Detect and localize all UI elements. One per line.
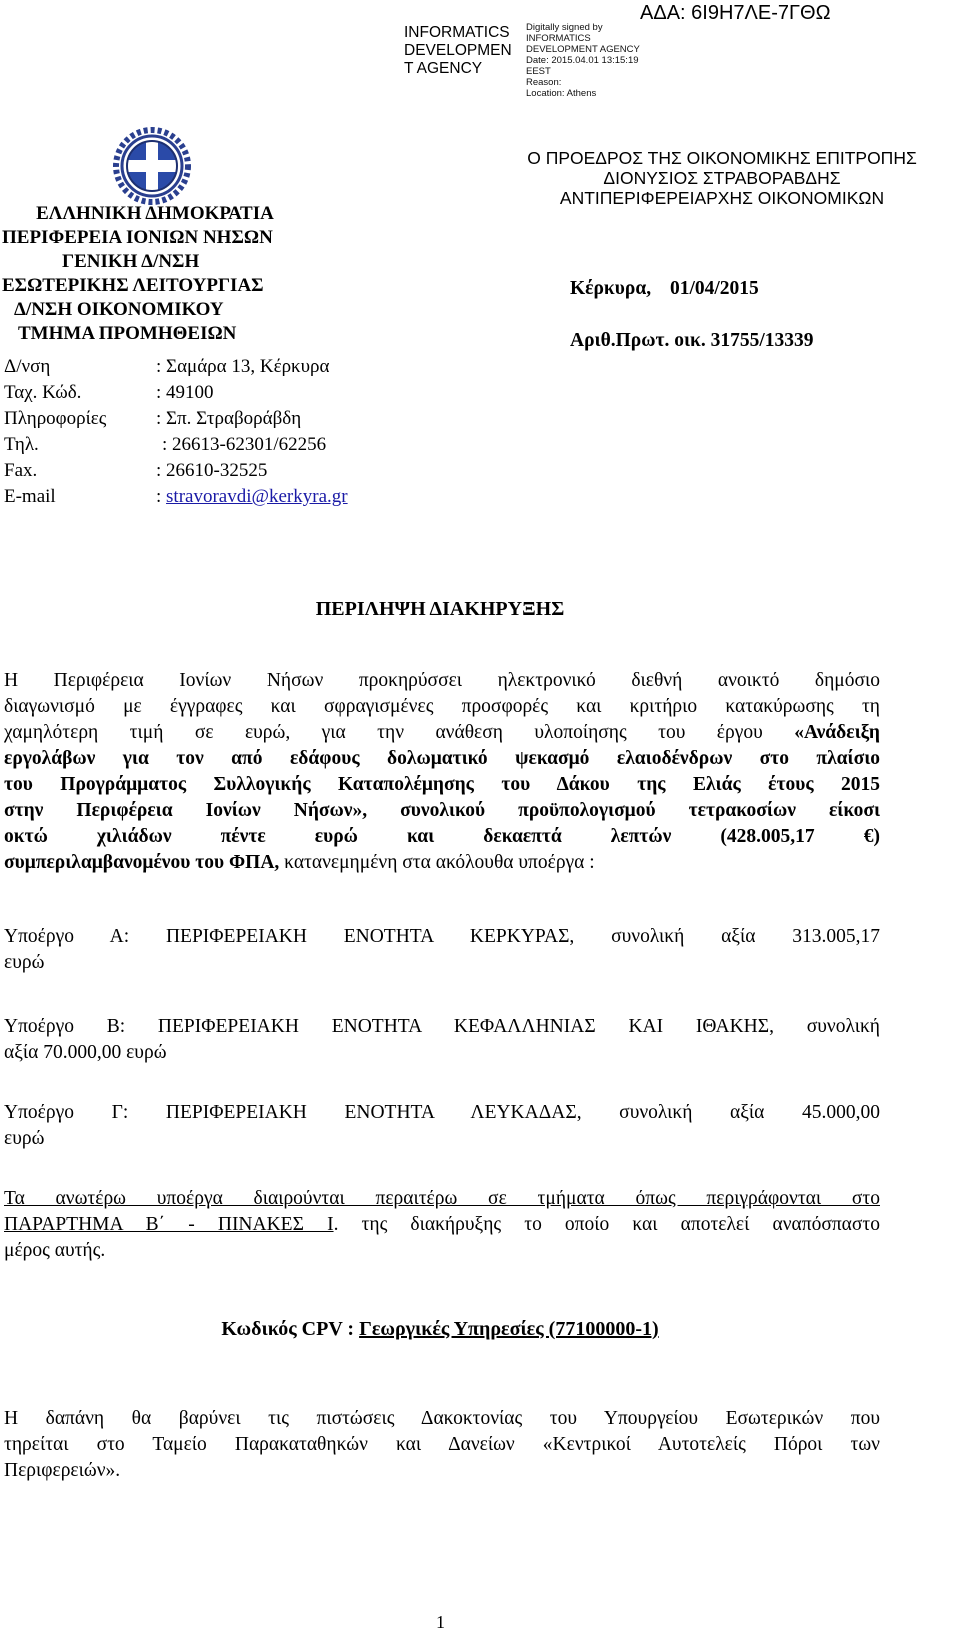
text-line: Υποέργο Β: ΠΕΡΙΦΕΡΕΙΑΚΗ ΕΝΟΤΗΤΑ ΚΕΦΑΛΛΗΝΙΑΣ ΚΑΙ ΙΘΑΚΗΣ, συνολική xyxy=(4,1016,880,1037)
president-role: ΑΝΤΙΠΕΡΙΦΕΡΕΙΑΡΧΗΣ ΟΙΚΟΝΟΜΙΚΩΝ xyxy=(559,188,885,208)
contact-email xyxy=(4,484,348,510)
tel-label: Τηλ. xyxy=(4,434,39,455)
text-line: ευρώ xyxy=(4,1128,45,1149)
email-prefix: : xyxy=(156,486,167,507)
text-line: του Προγράμματος Συλλογικής Καταπολέμησης του Δάκου της Ελιάς έτους 2015 xyxy=(4,774,880,795)
text-bold: συμπεριλαμβανομένου του ΦΠΑ, xyxy=(4,852,280,873)
signature-detail-line: EEST xyxy=(526,66,551,77)
president-title: Ο ΠΡΟΕΔΡΟΣ ΤΗΣ ΟΙΚΟΝΟΜΙΚΗΣ ΕΠΙΤΡΟΠΗΣ xyxy=(527,148,917,168)
header-line: Δ/ΝΣΗ ΟΙΚΟΝΟΜΙΚΟΥ xyxy=(14,299,224,320)
signature-detail-line: Location: Athens xyxy=(526,88,597,99)
tel-value: : 26613-62301/62256 xyxy=(162,434,327,455)
text-line: αξία 70.000,00 ευρώ xyxy=(4,1042,167,1063)
text-line: μέρος αυτής. xyxy=(4,1240,106,1261)
signature-detail-line: Date: 2015.04.01 13:15:19 xyxy=(526,55,639,66)
info-value: : Σπ. Στραβοράβδη xyxy=(156,408,302,429)
signature-detail-line: Reason: xyxy=(526,77,562,88)
signature-detail-line: INFORMATICS xyxy=(526,33,591,44)
intro-paragraph xyxy=(4,668,880,876)
text-line: Η Περιφέρεια Ιονίων Νήσων προκηρύσσει ηλεκτρονικό διεθνή ανοικτό δημόσιο xyxy=(4,670,880,691)
text-normal: . της διακήρυξης το οποίο και αποτελεί αναπόσπαστο xyxy=(333,1214,880,1235)
text-line xyxy=(4,720,880,746)
address-label: Δ/νση xyxy=(4,356,51,377)
header-line: ΕΛΛΗΝΙΚΗ ΔΗΜΟΚΡΑΤΙΑ xyxy=(36,203,274,224)
annex-ref-text: ΠΑΡΑΡΤΗΜΑ Β΄ - ΠΙΝΑΚΕΣ Ι xyxy=(4,1214,334,1235)
contact-address xyxy=(4,354,348,380)
page-number: 1 xyxy=(436,1612,445,1632)
text-line: Περιφερειών». xyxy=(4,1460,121,1481)
ada-code: ΑΔΑ: 6Ι9Η7ΛΕ-7ΓΘΩ xyxy=(640,2,831,24)
text-line: τηρείται στο Ταμείο Παρακαταθηκών και Δανείων «Κεντρικοί Αυτοτελείς Πόροι των xyxy=(4,1434,880,1455)
president-name: ΔΙΟΝΥΣΙΟΣ ΣΤΡΑΒΟΡΑΒΔΗΣ xyxy=(603,168,841,188)
annex-paragraph xyxy=(4,1186,880,1264)
protocol-number: Αριθ.Πρωτ. οικ. 31755/13339 xyxy=(570,330,814,351)
text-line: εργολάβων για τον από εδάφους δολωματικό ψεκασμό ελαιοδένδρων στο πλαίσιο xyxy=(4,748,880,769)
cpv-value: Γεωργικές Υπηρεσίες (77100000-1) xyxy=(359,1318,659,1340)
contact-info xyxy=(4,406,348,432)
text-line: Υποέργο Α: ΠΕΡΙΦΕΡΕΙΑΚΗ ΕΝΟΤΗΤΑ ΚΕΡΚΥΡΑΣ, συνολική αξία 313.005,17 xyxy=(4,926,880,947)
header-line: ΕΣΩΤΕΡΙΚΗΣ ΛΕΙΤΟΥΡΓΙΑΣ xyxy=(2,275,264,296)
text-line: Τα ανωτέρω υποέργα διαιρούνται περαιτέρω σε τμήματα όπως περιγράφονται στο xyxy=(4,1188,880,1209)
email-link[interactable]: stravoravdi@kerkyra.gr xyxy=(166,486,348,507)
header-line: ΓΕΝΙΚΗ Δ/ΝΣΗ xyxy=(62,251,200,272)
text-line: Η δαπάνη θα βαρύνει τις πιστώσεις Δακοκτονίας του Υπουργείου Εσωτερικών που xyxy=(4,1408,880,1429)
text-bold: «Ανάδειξη xyxy=(794,722,881,743)
contact-tel xyxy=(4,432,348,458)
subproject-b xyxy=(4,1014,880,1066)
document-title: ΠΕΡΙΛΗΨΗ ΔΙΑΚΗΡΥΞΗΣ xyxy=(315,598,565,620)
signature-org-line: DEVELOPMEN xyxy=(404,42,512,59)
text-line: οκτώ χιλιάδων πέντε ευρώ και δεκαεπτά λεπτών (428.005,17 €) xyxy=(4,826,880,847)
signature-details xyxy=(526,22,640,99)
text-line: στην Περιφέρεια Ιονίων Νήσων», συνολικού προϋπολογισμού τετρακοσίων είκοσι xyxy=(4,800,880,821)
text-line: διαγωνισμό με έγγραφες και σφραγισμένες προσφορές και κριτήριο κατακύρωσης τη xyxy=(4,696,880,717)
place: Κέρκυρα, xyxy=(570,278,652,299)
text-normal: κατανεμημένη στα ακόλουθα υποέργα : xyxy=(279,852,595,873)
email-label: E-mail xyxy=(4,486,56,507)
subproject-a xyxy=(4,924,880,976)
address-value: : Σαμάρα 13, Κέρκυρα xyxy=(156,356,330,377)
president-block xyxy=(484,148,960,208)
contact-zip xyxy=(4,380,348,406)
contact-fax xyxy=(4,458,348,484)
subproject-c xyxy=(4,1100,880,1152)
signature-org-line: T AGENCY xyxy=(404,60,483,77)
signature-detail-line: DEVELOPMENT AGENCY xyxy=(526,44,640,55)
text-line xyxy=(4,1212,880,1238)
date: 01/04/2015 xyxy=(669,278,759,299)
cpv-code xyxy=(0,1318,880,1341)
header-line: ΠΕΡΙΦΕΡΕΙΑ ΙΟΝΙΩΝ ΝΗΣΩΝ xyxy=(2,227,273,248)
place-date xyxy=(570,276,759,302)
text-line xyxy=(4,850,880,876)
cpv-label: Κωδικός CPV : xyxy=(221,1318,355,1340)
funding-paragraph xyxy=(4,1406,880,1484)
zip-value: : 49100 xyxy=(156,382,214,403)
issuer-header xyxy=(0,202,310,346)
header-line: ΤΜΗΜΑ ΠΡΟΜΗΘΕΙΩΝ xyxy=(18,323,237,344)
fax-label: Fax. xyxy=(4,460,38,481)
signature-org-line: INFORMATICS xyxy=(404,24,510,41)
fax-value: : 26610-32525 xyxy=(156,460,268,481)
zip-label: Ταχ. Κώδ. xyxy=(4,382,82,403)
info-label: Πληροφορίες xyxy=(4,408,107,429)
signature-organization xyxy=(404,24,512,78)
signature-detail-line: Digitally signed by xyxy=(526,22,603,33)
contact-details xyxy=(4,354,348,510)
text-line: Υποέργο Γ: ΠΕΡΙΦΕΡΕΙΑΚΗ ΕΝΟΤΗΤΑ ΛΕΥΚΑΔΑΣ, συνολική αξία 45.000,00 xyxy=(4,1102,880,1123)
greek-emblem-icon xyxy=(112,126,192,206)
text-line: ευρώ xyxy=(4,952,45,973)
text-normal: χαμηλότερη τιμή σε ευρώ, για την ανάθεση υλοποίησης του έργου xyxy=(4,722,763,743)
annex-reference xyxy=(4,1214,334,1235)
